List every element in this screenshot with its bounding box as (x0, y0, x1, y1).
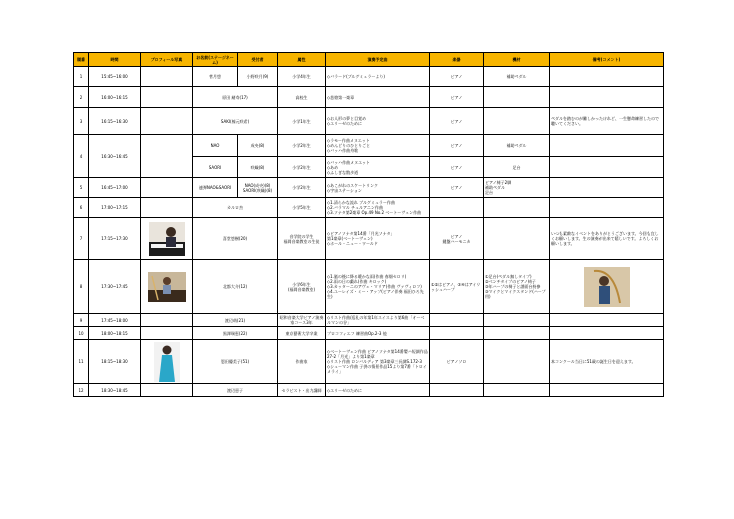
row-photo (141, 314, 193, 327)
row-note (550, 157, 664, 178)
row-name: 菅月悠 (193, 67, 238, 87)
row-name: SAORI (193, 157, 238, 178)
table-row (74, 178, 664, 198)
row-photo (141, 198, 193, 218)
row-time: 17:15~17:30 (89, 218, 141, 260)
row-photo (141, 384, 193, 397)
row-no: 3 (74, 108, 89, 135)
row-attribute: 小学2年生 (278, 135, 326, 157)
row-equipment: ①足台(ペダル無しタイプ) ②ベンチタイプのピアノ椅子 ③年ハープの椅子と譜面台持参 ③マイクとマイクスタンド(ハープ用) (484, 260, 550, 314)
header-song: 演奏予定曲 (326, 53, 430, 67)
row-no: 12 (74, 384, 89, 397)
row-song: ◇ピアノソナタ第14番「月光ソナタ」 第1楽章(ベートーヴェン) ◇ホール・ニュー・ワールド (326, 218, 430, 260)
row-song: プロコフィエフ 練習曲Op.2-3 他 (326, 327, 430, 340)
row-photo (141, 67, 193, 87)
profile-photo-piano (149, 222, 185, 256)
row-no: 8 (74, 260, 89, 314)
schedule-table (73, 52, 664, 397)
row-photo (141, 108, 193, 135)
row-time: 18:00~18:15 (89, 327, 141, 340)
row-note: 本コンクール当日に51歳の誕生日を迎えます。 (550, 340, 664, 384)
row-equipment (484, 198, 550, 218)
row-photo (141, 135, 193, 178)
row-name: 原田 緒寿(17) (193, 87, 278, 108)
row-no: 5 (74, 178, 89, 198)
row-attribute: 小学1年生 (278, 108, 326, 135)
row-instrument: ピアノ (430, 135, 484, 157)
row-time: 16:45~17:00 (89, 178, 141, 198)
row-note (550, 67, 664, 87)
profile-photo-harp (148, 272, 186, 302)
row-photo (141, 87, 193, 108)
header-name: お名前(ステージネーム) (193, 53, 238, 67)
row-equipment (484, 87, 550, 108)
row-equipment (484, 340, 550, 384)
row-song: ◇あこがれのスケートリンク ◇宇宙ステーション (326, 178, 430, 198)
table-row (74, 314, 664, 327)
row-note (550, 178, 664, 198)
row-no: 10 (74, 327, 89, 340)
header-no: 順番 (74, 53, 89, 67)
row-attribute: 小学2年生 (278, 157, 326, 178)
row-attribute: 小学4年生 (278, 67, 326, 87)
row-name: 恩田優美子(51) (193, 340, 278, 384)
row-name: カルロ杰 (193, 198, 278, 218)
row-no: 1 (74, 67, 89, 87)
row-song: ◇リスト作曲/巡礼の年第1年スイスより第6曲「オーベルマンの谷」 (326, 314, 430, 327)
table-row (74, 218, 664, 260)
row-instrument (430, 198, 484, 218)
row-equipment: 補助ペダル (484, 135, 550, 157)
row-note (550, 135, 664, 157)
row-attribute: 小学5年生 (278, 198, 326, 218)
row-attribute: 作曲家 (278, 340, 326, 384)
row-attribute: 昭和音楽大学ピアノ演奏家コース3年 (278, 314, 326, 327)
row-song: ◇バラード(ブルグミュラーより) (326, 67, 430, 87)
row-no: 2 (74, 87, 89, 108)
row-attribute: 高校生 (278, 87, 326, 108)
row-note (550, 87, 664, 108)
row-attribute: 東京藝術大学卒業 (278, 327, 326, 340)
row-attribute: 小学2年生 (278, 178, 326, 198)
row-no: 6 (74, 198, 89, 218)
table-row (74, 135, 664, 157)
row-note (550, 314, 664, 327)
header-attribute: 属性 (278, 53, 326, 67)
row-attribute: 小学6年生 (福岡音楽教室) (278, 260, 326, 314)
table-row (74, 260, 664, 314)
row-time: 16:30~16:45 (89, 135, 141, 178)
row-equipment (484, 327, 550, 340)
row-instrument: ピアノ 鍵盤ハーモニカ (430, 218, 484, 260)
row-song: ◇お人形の夢と目覚め ◇エリーゼのために (326, 108, 430, 135)
row-reception: 成央(8) (238, 135, 278, 157)
row-instrument: ピアノ (430, 108, 484, 135)
row-photo (141, 327, 193, 340)
row-attribute: セラピスト・出力講師 (278, 384, 326, 397)
row-instrument (430, 314, 484, 327)
row-song: ◇ラモー作曲メヌエット ◇めんどりのひとりごと ◇バッハ作曲舟歌 (326, 135, 430, 157)
row-no: 4 (74, 135, 89, 178)
row-instrument (430, 384, 484, 397)
row-equipment: ピアノ椅子2脚 補助ペダル 足台 (484, 178, 550, 198)
row-instrument: ピアノソロ (430, 340, 484, 384)
row-song: ◇悲愴第一楽章 (326, 87, 430, 108)
row-photo (141, 260, 193, 314)
row-reception: NAO(成央)(8) SAORI(咲織)(8) (238, 178, 278, 198)
row-time: 18:30~18:45 (89, 384, 141, 397)
row-note (550, 260, 664, 314)
table-row (74, 340, 664, 384)
row-no: 11 (74, 340, 89, 384)
row-instrument: ピアノ (430, 178, 484, 198)
row-equipment (484, 384, 550, 397)
row-equipment (484, 314, 550, 327)
row-reception: 小野咲月(9) (238, 67, 278, 87)
row-time: 16:00~16:15 (89, 87, 141, 108)
row-time: 15:45~16:00 (89, 67, 141, 87)
row-name: 渡辺萌(21) (193, 314, 278, 327)
row-name: 連弾NAO&SAORI (193, 178, 238, 198)
row-no: 9 (74, 314, 89, 327)
table-row (74, 384, 664, 397)
profile-photo-performer (154, 342, 180, 382)
row-song: ◇1.清らかな流れ ブルグミュラー作曲 ◇2.バラマル チュルアニン作曲 ◇3.ソナタ第2楽章 Op.49 No.2 ベートーヴェン作曲 (326, 198, 430, 218)
row-note (550, 327, 664, 340)
row-attribute: 音学院の学生 福岡音楽教室の生徒 (278, 218, 326, 260)
row-equipment (484, 218, 550, 260)
note-photo-harp (584, 267, 630, 307)
row-name: 黒澤瑞恵(22) (193, 327, 278, 340)
header-equipment: 機材 (484, 53, 550, 67)
row-equipment: 補助ペダル (484, 67, 550, 87)
row-song: ◇バッハ作曲メヌエット ◇あめ ◇ふしぎな散歩道 (326, 157, 430, 178)
row-photo (141, 218, 193, 260)
table-row (74, 67, 664, 87)
row-instrument: ①②はピアノ、③④はアイリッシュハープ (430, 260, 484, 314)
row-note: いつも素敵なイベントをありがとうございます。今回も宜しくお願いします。生の演奏が出来て嬉しいです。よろしくお願いします。 (550, 218, 664, 260)
table-row (74, 87, 664, 108)
row-name: SAKI(榛元咲希) (193, 108, 278, 135)
row-time: 17:00~17:15 (89, 198, 141, 218)
table-row (74, 198, 664, 218)
row-note: ペダルを踏むのが難しかったけれど、一生懸命練習したので聴いてください。 (550, 108, 664, 135)
header-time: 時間 (89, 53, 141, 67)
row-instrument (430, 327, 484, 340)
header-note: 備考(コメント) (550, 53, 664, 67)
row-song: ◇1.嵐の後に降る暖かな雨(作曲 春畑セロリ) ◇2.雨の日の戯れ(作曲 キロック) ◇3.カッターニのアヴェ・マリア(作曲 ヴァヴィロフ) ◇4.ユーレイズ・ミー・アップ(ピアノ伴奏 福田ひろ先生) (326, 260, 430, 314)
row-no: 7 (74, 218, 89, 260)
row-time: 16:15~16:30 (89, 108, 141, 135)
row-note (550, 198, 664, 218)
row-equipment: 足台 (484, 157, 550, 178)
row-photo (141, 340, 193, 384)
row-instrument: ピアノ (430, 157, 484, 178)
row-name: 喜堂悠樹(20) (193, 218, 278, 260)
row-song: ◇ベートーヴェン作曲 ピアノソナタ第14番嬰ハ短調作品27-2「月光」より第1楽章 ◇リスト作曲 ロンバルディア 第3楽章三長調S.172-3 ◇シューマン作曲 子供の情景作品15より第7番「トロイメライ」 (326, 340, 430, 384)
row-photo (141, 178, 193, 198)
row-time: 18:15~18:30 (89, 340, 141, 384)
row-instrument: ピアノ (430, 67, 484, 87)
row-song: ◇エリーゼのために (326, 384, 430, 397)
header-row (74, 53, 664, 67)
table-row (74, 327, 664, 340)
table-row (74, 108, 664, 135)
row-time: 17:45~18:00 (89, 314, 141, 327)
row-instrument: ピアノ (430, 87, 484, 108)
row-note (550, 384, 664, 397)
header-instrument: 楽器 (430, 53, 484, 67)
row-reception: 咲織(8) (238, 157, 278, 178)
header-reception: 受付者 (238, 53, 278, 67)
row-time: 17:30~17:45 (89, 260, 141, 314)
row-name: NAO (193, 135, 238, 157)
row-equipment (484, 108, 550, 135)
row-name: 北都大介(12) (193, 260, 278, 314)
header-photo: プロフィール写真 (141, 53, 193, 67)
row-name: 渡辺恵子 (193, 384, 278, 397)
